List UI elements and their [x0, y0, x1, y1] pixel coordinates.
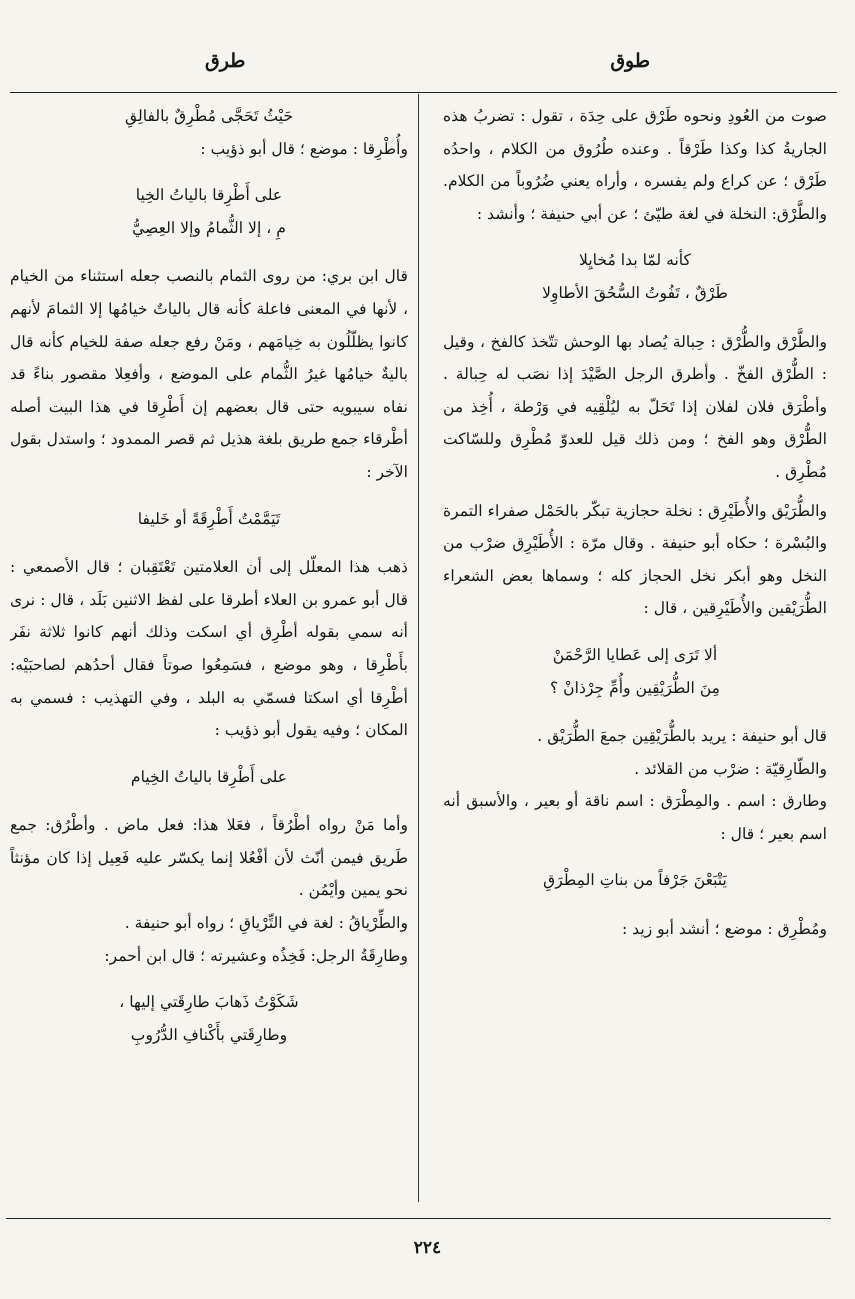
paragraph: وطارِقَةُ الرجل: فَخِذُه وعشيرته ؛ قال ابن أحمر:: [104, 946, 408, 965]
paragraph: صوت من العُودِ ونحوه طَرْق على حِدَة ، تقول : تضربُ هذه الجاريةُ كذا وكذا طَرْقاً . وعنده طُرُوق من الكلام ، واحدُه طَرْق ؛ عن كراع ولم يفسره ، وأراه يعني ضُرُوباً من الكلام. والطَّرْق: النخلة في لغة طيّئ ؛ عن أبي حنيفة ؛ وأنشد :: [443, 107, 827, 223]
paragraph: والطِّرْياقُ : لغة في التِّرْياقِ ؛ رواه أبو حنيفة .: [124, 914, 408, 933]
verse-block: [443, 864, 827, 897]
paragraph: قال ابن بري: من روى الثمام بالنصب جعله استثناء من الخيام ، لأنها في المعنى فاعلة كأنه قال بالياتٌ خيامُها إلا الثمامَ لأنهم كانوا يظلّلُون به خِيامَهم ، ومَنْ رفع جعله صفة للخيام كأنه قال باليةٌ خيامُها غيرُ الثُّمام على الموضع ، وأفعِلا مقصور بناءً قد نفاه سيبويه حتى قال بعضهم إن أَطْرِقا في هذا البيت أصله أطْرقاء جمع طريق بلغة هذيل ثم قصر الممدود ؛ واستدل بقول الآخر :: [10, 267, 408, 481]
paragraph: وأما مَنْ رواه أطْرُقاً ، فعَلا هذا: فعل ماض . وأطْرُق: جمع طَريق فيمن أنّث لأن أفْعُلا إنما يكسّر عليه فَعِيل إذا كان مؤنثاً نحو يمين وأيْمُن .: [10, 816, 408, 900]
verse-line: على أَطْرِقا بالياتُ الخِيام: [130, 767, 288, 786]
paragraph: والطَّرْق والطُّرْق : حِبالة يُصاد بها الوحش تتّخذ كالفخ ، وقيل : الطُّرْق الفخّ . وأطرق الرجل الصَّيْدَ إذا نصَب له حِبالة . وأطْرَق فلان لفلان إذا تَحَلّ به ليُلْقِيه في وَرْطة ، أُخِذ من الطُّرْق وهو الفخ ؛ ومن ذلك قيل للعدوّ مُطْرِق وللسّاكت مُطْرِق .: [443, 332, 827, 481]
verse-line: كأنه لمّا بدا مُخايِلا: [579, 251, 691, 270]
paragraph: وأُطْرِقا : موضع ؛ قال أبو ذؤيب :: [200, 139, 408, 158]
left-column: [10, 100, 408, 1210]
verse-line: مِ ، إلا الثُّمامُ وإلا العِصِيُّ: [132, 218, 286, 237]
verse-line: ألا تَرَى إلى عَطايا الرَّحْمَنْ: [552, 645, 718, 664]
verse-block: [10, 986, 408, 1051]
running-head-right: طوق: [610, 50, 650, 72]
bottom-rule: [6, 1218, 831, 1219]
verse-line: مِنَ الطُّرَيْقِين وأُمِّ جِرْذانْ ؟: [549, 678, 721, 697]
paragraph: ذهب هذا المعلّل إلى أن العلامتين تَعْتَقِبان ؛ قال الأصمعي : قال أبو عمرو بن العلاء أطرقا على لفظ الاثنين بَلَد ، قال : نرى أنه سمي بقوله أطْرِق أي اسكت وذلك أنهم كانوا ثلاثة نفَر بأَطْرِقا ، وهو موضع ، فسَمِعُوا صوتاً فقال أحدُهم لصاحبَيْه: أطْرِقا أي اسكتا فسمّي به البلد ، وفي التهذيب : فسمي به المكان ؛ وفيه يقول أبو ذؤيب :: [10, 558, 408, 740]
verse-block: [10, 179, 408, 244]
paragraph: وطارق : اسم . والمِطْرَق : اسم ناقة أو بعير ، والأسبق أنه اسم بعير ؛ قال :: [443, 792, 827, 843]
verse-block: [443, 639, 827, 704]
top-rule: [10, 92, 837, 93]
paragraph: والطُّرَيْق والأُطَيْرِق : نخلة حجازية تبكّر بالحَمْل صفراء التمرة والبُسْرة ؛ حكاه أبو حنيفة . وقال مرّة : الأُطَيْرِق ضرْب من النخل وهو أبكر نخل الحجاز كله ؛ وسماها بعض الشعراء الطُّرَيْقين والأُطَيْرِقين ، قال :: [443, 501, 827, 618]
verse-block: [443, 244, 827, 309]
verse-block: [10, 761, 408, 794]
running-head-left: طرق: [205, 50, 246, 72]
paragraph: ومُطْرِق : موضع ؛ أنشد أبو زيد :: [621, 920, 827, 939]
right-column: [443, 100, 827, 1210]
verse-block: [10, 503, 408, 536]
verse-line: على أَطْرِقا بالياتُ الخِيا: [135, 186, 283, 205]
verse-line: طَرْقٌ ، تَفُوتُ السُّحُقَ الأطاوِلا: [542, 283, 728, 302]
verse-line: وطارِقَتي بأَكْنافِ الدُّرُوبِ: [130, 1025, 288, 1044]
paragraph: والطّارِقيّة : ضرْب من القلائد .: [634, 759, 827, 778]
verse-line: شَكَوْتُ ذَهابَ طارِقَتي إليها ،: [119, 993, 299, 1012]
page-number: ٢٢٤: [413, 1238, 442, 1258]
verse-line: حَيْثُ تَحَجَّى مُطْرِقٌ بالفالِقِ: [124, 107, 294, 125]
column-divider: [418, 94, 419, 1202]
verse-line: تَيَمَّمْتُ أَطْرِقَةً أو خَليفا: [137, 509, 281, 528]
paragraph: قال أبو حنيفة : يريد بالطُّرَيْقِين جمعَ الطُّرَيْق .: [537, 727, 827, 746]
verse-line: يَتْبَعْنَ جَرْفاً من بناتِ المِطْرَقِ: [543, 871, 727, 890]
